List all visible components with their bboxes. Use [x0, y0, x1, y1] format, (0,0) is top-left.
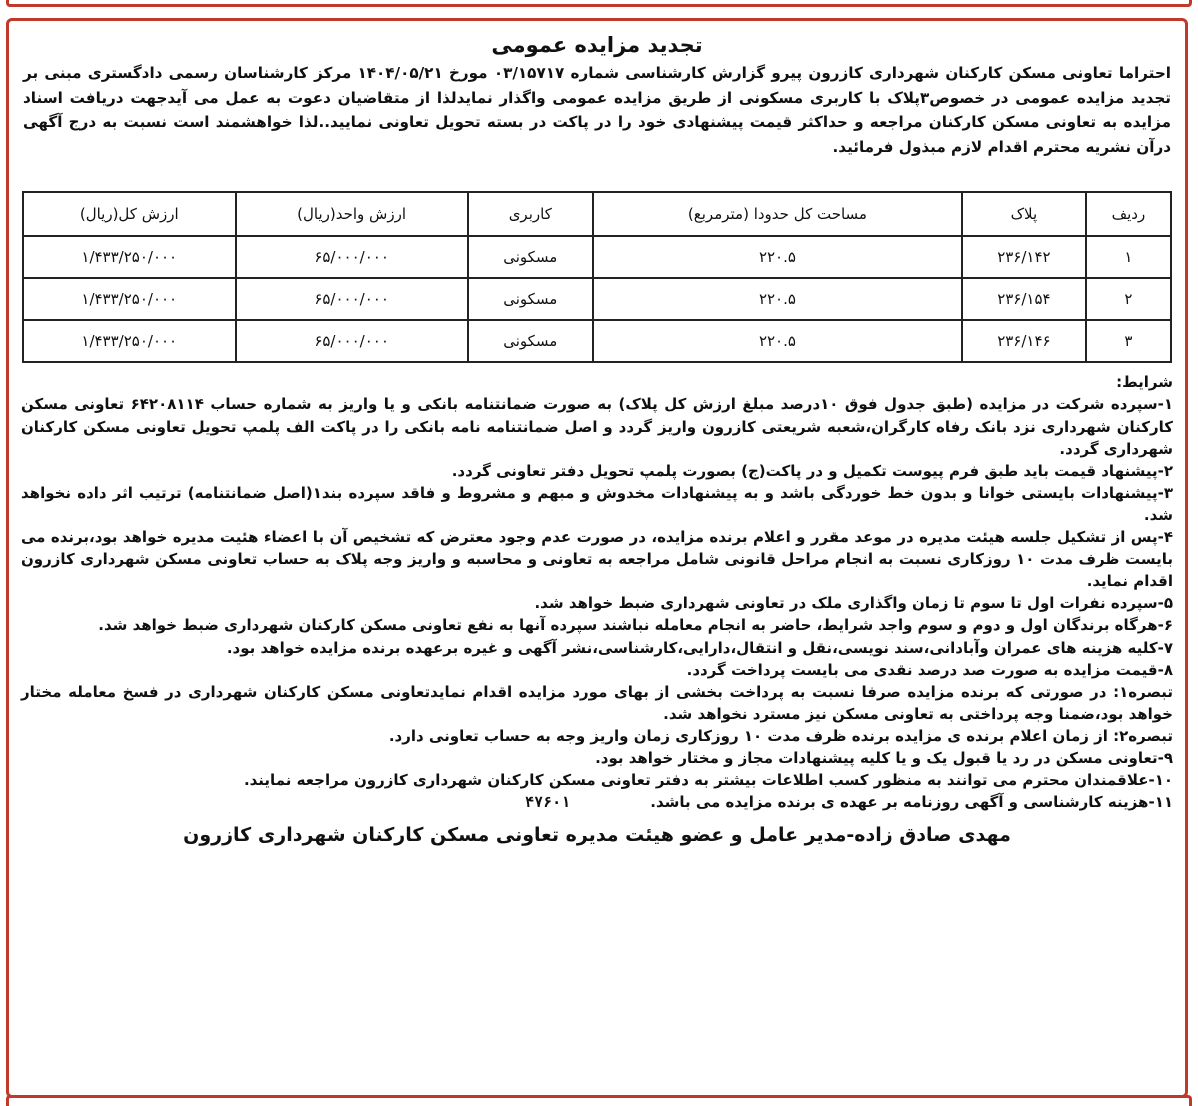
reference-number: ۴۷۶۰۱ [525, 793, 571, 812]
cell-area: ۲۲۰.۵ [593, 278, 962, 320]
table-row [23, 278, 1171, 320]
cell-plot: ۲۳۶/۱۴۲ [962, 236, 1086, 278]
cell-total-value: ۱/۴۳۳/۲۵۰/۰۰۰ [23, 320, 236, 362]
table-row [23, 236, 1171, 278]
condition-item-7: ۷-کلیه هزینه های عمران وآبادانی،سند نویسی،نقل و انتقال،دارایی،کارشناسی،نشر آگهی و غیره برعهده برنده مزایده خواهد بود. [226, 638, 1173, 657]
cell-usage: مسکونی [468, 320, 593, 362]
header-total-value: ارزش کل(ریال) [23, 192, 236, 236]
signature-line: مهدی صادق زاده-مدیر عامل و عضو هیئت مدیره تعاونی مسکن کارکنان شهرداری کازرون [183, 824, 1011, 847]
condition-item-5: ۵-سپرده نفرات اول تا سوم تا زمان واگذاری ملک در تعاونی شهرداری ضبط خواهد شد. [534, 594, 1173, 613]
cell-usage: مسکونی [468, 278, 593, 320]
cell-row-number: ۲ [1086, 278, 1171, 320]
header-unit-value: ارزش واحد(ریال) [236, 192, 468, 236]
cell-total-value: ۱/۴۳۳/۲۵۰/۰۰۰ [23, 236, 236, 278]
cell-row-number: ۱ [1086, 236, 1171, 278]
condition-item-11: ۱۱-هزینه کارشناسی و آگهی روزنامه بر عهده ی برنده مزایده می باشد. [650, 793, 1173, 812]
condition-item-1: ۱-سپرده شرکت در مزایده (طبق جدول فوق ۱۰درصد مبلغ ارزش کل پلاک) به صورت ضمانتنامه بانکی و یا واریز به شماره حساب ۶۴۲۰۸۱۱۴ تعاونی مسکن کارکنان شهرداری نزد بانک رفاه کارگران،شعبه شریعتی کازرون واریز گردد و اصل ضمانتنامه نامه بانکی را در پاکت الف پلمپ تحویل تعاونی مسکن کارکنان شهرداری گردد. [21, 395, 1173, 458]
header-row-number: ردیف [1086, 192, 1171, 236]
cell-plot: ۲۳۶/۱۴۶ [962, 320, 1086, 362]
header-usage: کاربری [468, 192, 593, 236]
bottom-border-edge [6, 1095, 1192, 1106]
cell-usage: مسکونی [468, 236, 593, 278]
condition-item-10: ۱۰-علاقمندان محترم می توانند به منظور کسب اطلاعات بیشتر به دفتر تعاونی مسکن کارکنان شهرداری کازرون مراجعه نمایند. [243, 771, 1173, 790]
top-border-edge [6, 0, 1192, 7]
cell-row-number: ۳ [1086, 320, 1171, 362]
condition-item-2: ۲-پیشنهاد قیمت باید طبق فرم پیوست تکمیل و در پاکت(ج) بصورت پلمپ تحویل دفتر تعاونی گردد. [451, 461, 1173, 480]
cell-area: ۲۲۰.۵ [593, 236, 962, 278]
condition-item-9: ۹-تعاونی مسکن در رد یا قبول یک و یا کلیه پیشنهادات مجاز و مختار خواهد بود. [595, 748, 1173, 767]
cell-plot: ۲۳۶/۱۵۴ [962, 278, 1086, 320]
table-header-row [23, 192, 1171, 236]
cell-area: ۲۲۰.۵ [593, 320, 962, 362]
condition-item-6: ۶-هرگاه برندگان اول و دوم و سوم واجد شرایط، حاضر به انجام معامله نباشند سپرده آنها به نفع تعاونی مسکن کارکنان شهرداری ضبط خواهد شد. [98, 616, 1173, 635]
note-1: تبصره۱: در صورتی که برنده مزایده صرفا نسبت به پرداخت بخشی از بهای مورد مزایده اقدام نمایدتعاونی مسکن کارکنان شهرداری در فسخ معامله مختار خواهد بود،ضمنا وجه پرداختی به تعاونی مسکن نیز مسترد نخواهد شد. [21, 682, 1173, 723]
condition-item-11-row [21, 791, 1173, 813]
header-area: مساحت کل حدودا (مترمربع) [593, 192, 962, 236]
cell-unit-value: ۶۵/۰۰۰/۰۰۰ [236, 320, 468, 362]
conditions-section [21, 371, 1173, 813]
plots-table [22, 191, 1172, 363]
cell-unit-value: ۶۵/۰۰۰/۰۰۰ [236, 236, 468, 278]
header-plot: پلاک [962, 192, 1086, 236]
intro-paragraph: احتراما تعاونی مسکن کارکنان شهرداری کازرون پیرو گزارش کارشناسی شماره ۰۳/۱۵۷۱۷ مورخ ۱۴۰۴/۰۵/۲۱ مرکز کارشناسان رسمی دادگستری مبنی بر تجدید مزایده عمومی در خصوص۳پلاک با کاربری مسکونی از طریق مزایده عمومی واگذار نمایدلذا از متقاضیان دعوت به عمل می آیدجهت دریافت اسناد مزایده به تعاونی مسکن کارکنان مراجعه و حداکثر قیمت پیشنهادی خود را در پاکت در بسته تحویل تعاونی نمایید..لذا خواهشمند است نسبت به درج آگهی درآن نشریه محترم اقدام لازم مبذول فرمائید. [23, 64, 1171, 156]
cell-unit-value: ۶۵/۰۰۰/۰۰۰ [236, 278, 468, 320]
note-2: تبصره۲: از زمان اعلام برنده ی مزایده برنده ظرف مدت ۱۰ روزکاری زمان واریز وجه به حساب تعاونی دارد. [388, 726, 1173, 745]
notice-frame [6, 18, 1188, 1098]
notice-title: تجدید مزایده عمومی [491, 33, 703, 57]
condition-item-8: ۸-قیمت مزایده به صورت صد درصد نقدی می بایست پرداخت گردد. [686, 660, 1173, 679]
condition-item-4: ۴-پس از تشکیل جلسه هیئت مدیره در موعد مقرر و اعلام برنده مزایده، در صورت عدم وجود معترض که تشخیص آن با اعضاء هئیت مدیره خواهد بود،برنده می بایست ظرف مدت ۱۰ روزکاری نسبت به انجام مراحل قانونی شامل مراجعه به تعاونی و محاسبه و واریز وجه پلاک به حساب تعاونی مسکن شهرداری کازرون اقدام نماید. [21, 528, 1173, 591]
condition-item-3: ۳-پیشنهادات بایستی خوانا و بدون خط خوردگی باشد و به پیشنهادات مخدوش و مبهم و مشروط و فاقد سپرده بند۱(اصل ضمانتنامه) ترتیب اثر داده نخواهد شد. [21, 483, 1173, 524]
cell-total-value: ۱/۴۳۳/۲۵۰/۰۰۰ [23, 278, 236, 320]
table-row [23, 320, 1171, 362]
conditions-heading: شرایط: [1116, 373, 1173, 392]
